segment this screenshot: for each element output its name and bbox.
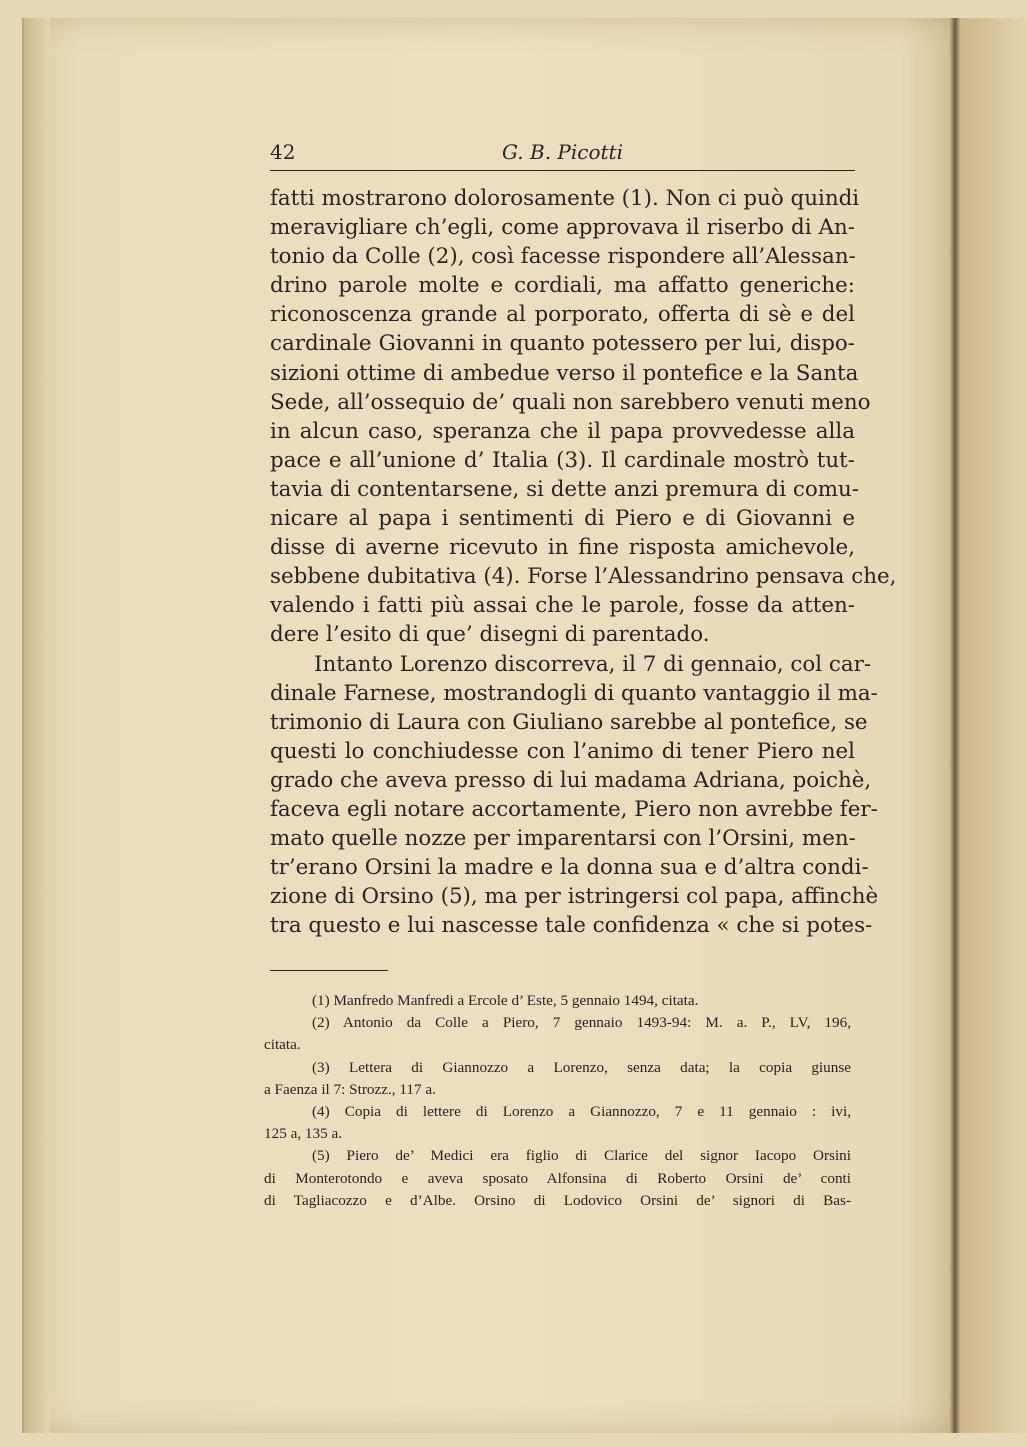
footnotes	[264, 990, 851, 1212]
body-line: Intanto Lorenzo discorreva, il 7 di gennaio, col car-	[314, 651, 872, 677]
body-line: disse di averne ricevuto in fine risposta amichevole,	[270, 535, 855, 561]
body-line: zione di Orsino (5), ma per istringersi col papa, affinchè	[270, 884, 879, 910]
footnote-line: (4) Copia di lettere di Lorenzo a Giannozzo, 7 e 11 gennaio : ivi,	[312, 1103, 851, 1121]
body-line: dere l’esito di que’ disegni di parentado.	[270, 622, 710, 648]
page-stack-edge	[22, 18, 50, 1433]
footnote-line: citata.	[264, 1036, 301, 1054]
footnote-line: 125 a, 135 a.	[264, 1125, 343, 1143]
body-line: trimonio di Laura con Giuliano sarebbe al pontefice, se	[270, 709, 868, 735]
body-line: in alcun caso, speranza che il papa provvedesse alla	[270, 418, 855, 444]
body-line: meravigliare ch’egli, come approvava il riserbo di An-	[270, 215, 855, 241]
body-line: dinale Farnese, mostrandogli di quanto vantaggio il ma-	[270, 680, 878, 706]
body-line: tavia di contentarsene, si dette anzi premura di comu-	[270, 476, 860, 502]
body-line: mato quelle nozze per imparentarsi con l’Orsini, men-	[270, 826, 856, 852]
body-line: nicare al papa i sentimenti di Piero e di Giovanni e	[270, 506, 855, 532]
footnote-line: (3) Lettera di Giannozzo a Lorenzo, senza data; la copia giunse	[312, 1058, 851, 1076]
body-line: drino parole molte e cordiali, ma affatto generiche:	[270, 273, 855, 299]
footnote-separator	[270, 970, 388, 971]
running-header	[270, 136, 855, 171]
page-number: 42	[270, 140, 296, 164]
footnote-line: (2) Antonio da Colle a Piero, 7 gennaio 1493-94: M. a. P., LV, 196,	[312, 1014, 851, 1032]
body-line: tra questo e lui nascesse tale confidenza « che si potes-	[270, 913, 873, 939]
body-line: sebbene dubitativa (4). Forse l’Alessandrino pensava che,	[270, 564, 897, 590]
running-title: G. B. Picotti	[502, 140, 623, 164]
footnote-line: a Faenza il 7: Strozz., 117 a.	[264, 1080, 436, 1098]
body-line: Sede, all’ossequio de’ quali non sarebbero venuti meno	[270, 389, 871, 415]
body-line: pace e all’unione d’ Italia (3). Il cardinale mostrò tut-	[270, 447, 855, 473]
body-line: grado che aveva presso di lui madama Adriana, poichè,	[270, 767, 872, 793]
body-line: faceva egli notare accortamente, Piero non avrebbe fer-	[270, 796, 878, 822]
footnote-line: di Tagliacozzo e d’Albe. Orsino di Lodovico Orsini de’ signori di Bas-	[264, 1191, 851, 1209]
body-line: sizioni ottime di ambedue verso il pontefice e la Santa	[270, 360, 859, 386]
body-text	[270, 184, 897, 940]
body-line: valendo i fatti più assai che le parole, fosse da atten-	[270, 593, 855, 619]
facing-page-edge	[960, 18, 1027, 1433]
body-line: cardinale Giovanni in quanto potessero per lui, dispo-	[270, 331, 855, 357]
footnote-line: di Monterotondo e aveva sposato Alfonsina di Roberto Orsini de’ conti	[264, 1169, 851, 1187]
footnote-line: (1) Manfredo Manfredi a Ercole d’ Este, 5 gennaio 1494, citata.	[312, 992, 699, 1009]
body-line: questi lo conchiudesse con l’animo di tener Piero nel	[270, 738, 855, 764]
body-line: riconoscenza grande al porporato, offerta di sè e del	[270, 302, 855, 328]
body-line: tonio da Colle (2), così facesse rispondere all’Alessan-	[270, 244, 856, 270]
footnote-line: (5) Piero de’ Medici era figlio di Clarice del signor Iacopo Orsini	[312, 1147, 851, 1165]
body-line: tr’erano Orsini la madre e la donna sua e d’altra condi-	[270, 855, 869, 881]
book-gutter	[950, 18, 960, 1433]
body-line: fatti mostrarono dolorosamente (1). Non ci può quindi	[270, 186, 860, 211]
